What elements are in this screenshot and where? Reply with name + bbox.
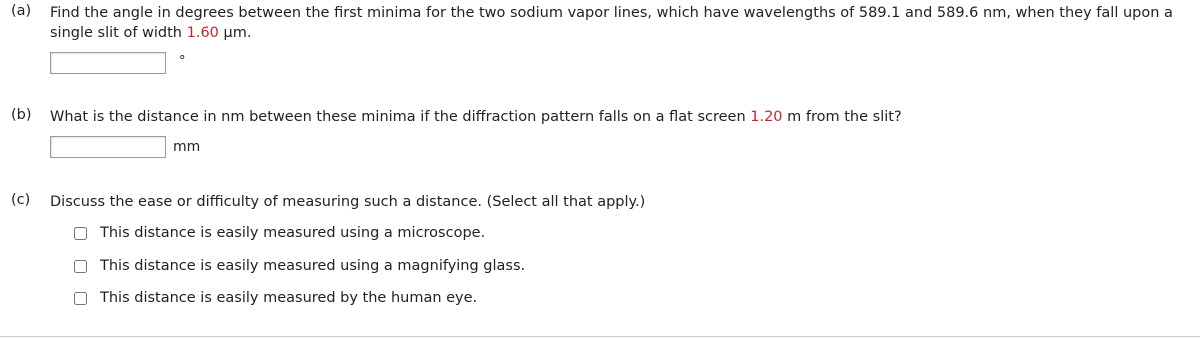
part-a-question-text-1: Find the angle in degrees between the first minima for the two sodium vapor lines, which have wavelengths of 589.1 and 589.6 nm, when they fall upon a single slit of width [50, 5, 1173, 41]
part-a-question [50, 3, 1196, 43]
part-b-label: (b) [11, 107, 32, 123]
part-a [11, 3, 1196, 83]
part-b-answer-input[interactable] [50, 136, 166, 158]
part-a-answer-input[interactable] [50, 52, 166, 74]
part-b-given-value: 1.20 [750, 109, 783, 125]
part-c [11, 192, 1196, 322]
part-b-question-text-1: What is the distance in nm between these minima if the diffraction pattern falls on a flat screen [50, 109, 751, 125]
part-b [11, 107, 1196, 167]
option-magnifying-glass[interactable] [74, 256, 525, 276]
part-a-answer-row [50, 50, 186, 76]
part-a-question-text-2: µm. [218, 25, 252, 41]
option-microscope[interactable] [74, 223, 485, 243]
option-human-eye-checkbox[interactable] [74, 292, 87, 305]
option-human-eye[interactable] [74, 288, 477, 308]
part-a-label: (a) [11, 3, 32, 19]
option-microscope-checkbox[interactable] [74, 227, 87, 240]
option-microscope-label: This distance is easily measured using a microscope. [100, 225, 486, 241]
part-b-question [50, 107, 1196, 127]
part-b-unit: mm [173, 139, 201, 155]
part-b-answer-row [50, 134, 200, 160]
part-c-label: (c) [11, 192, 31, 208]
option-magnifying-glass-checkbox[interactable] [74, 260, 87, 273]
part-b-question-text-2: m from the slit? [782, 109, 902, 125]
bottom-divider [0, 336, 1200, 337]
part-c-question: Discuss the ease or difficulty of measuring such a distance. (Select all that apply.) [50, 194, 646, 210]
option-human-eye-label: This distance is easily measured by the human eye. [100, 290, 478, 306]
part-a-unit: ° [179, 54, 186, 69]
part-a-given-value: 1.60 [186, 25, 219, 41]
option-magnifying-glass-label: This distance is easily measured using a magnifying glass. [100, 258, 526, 274]
